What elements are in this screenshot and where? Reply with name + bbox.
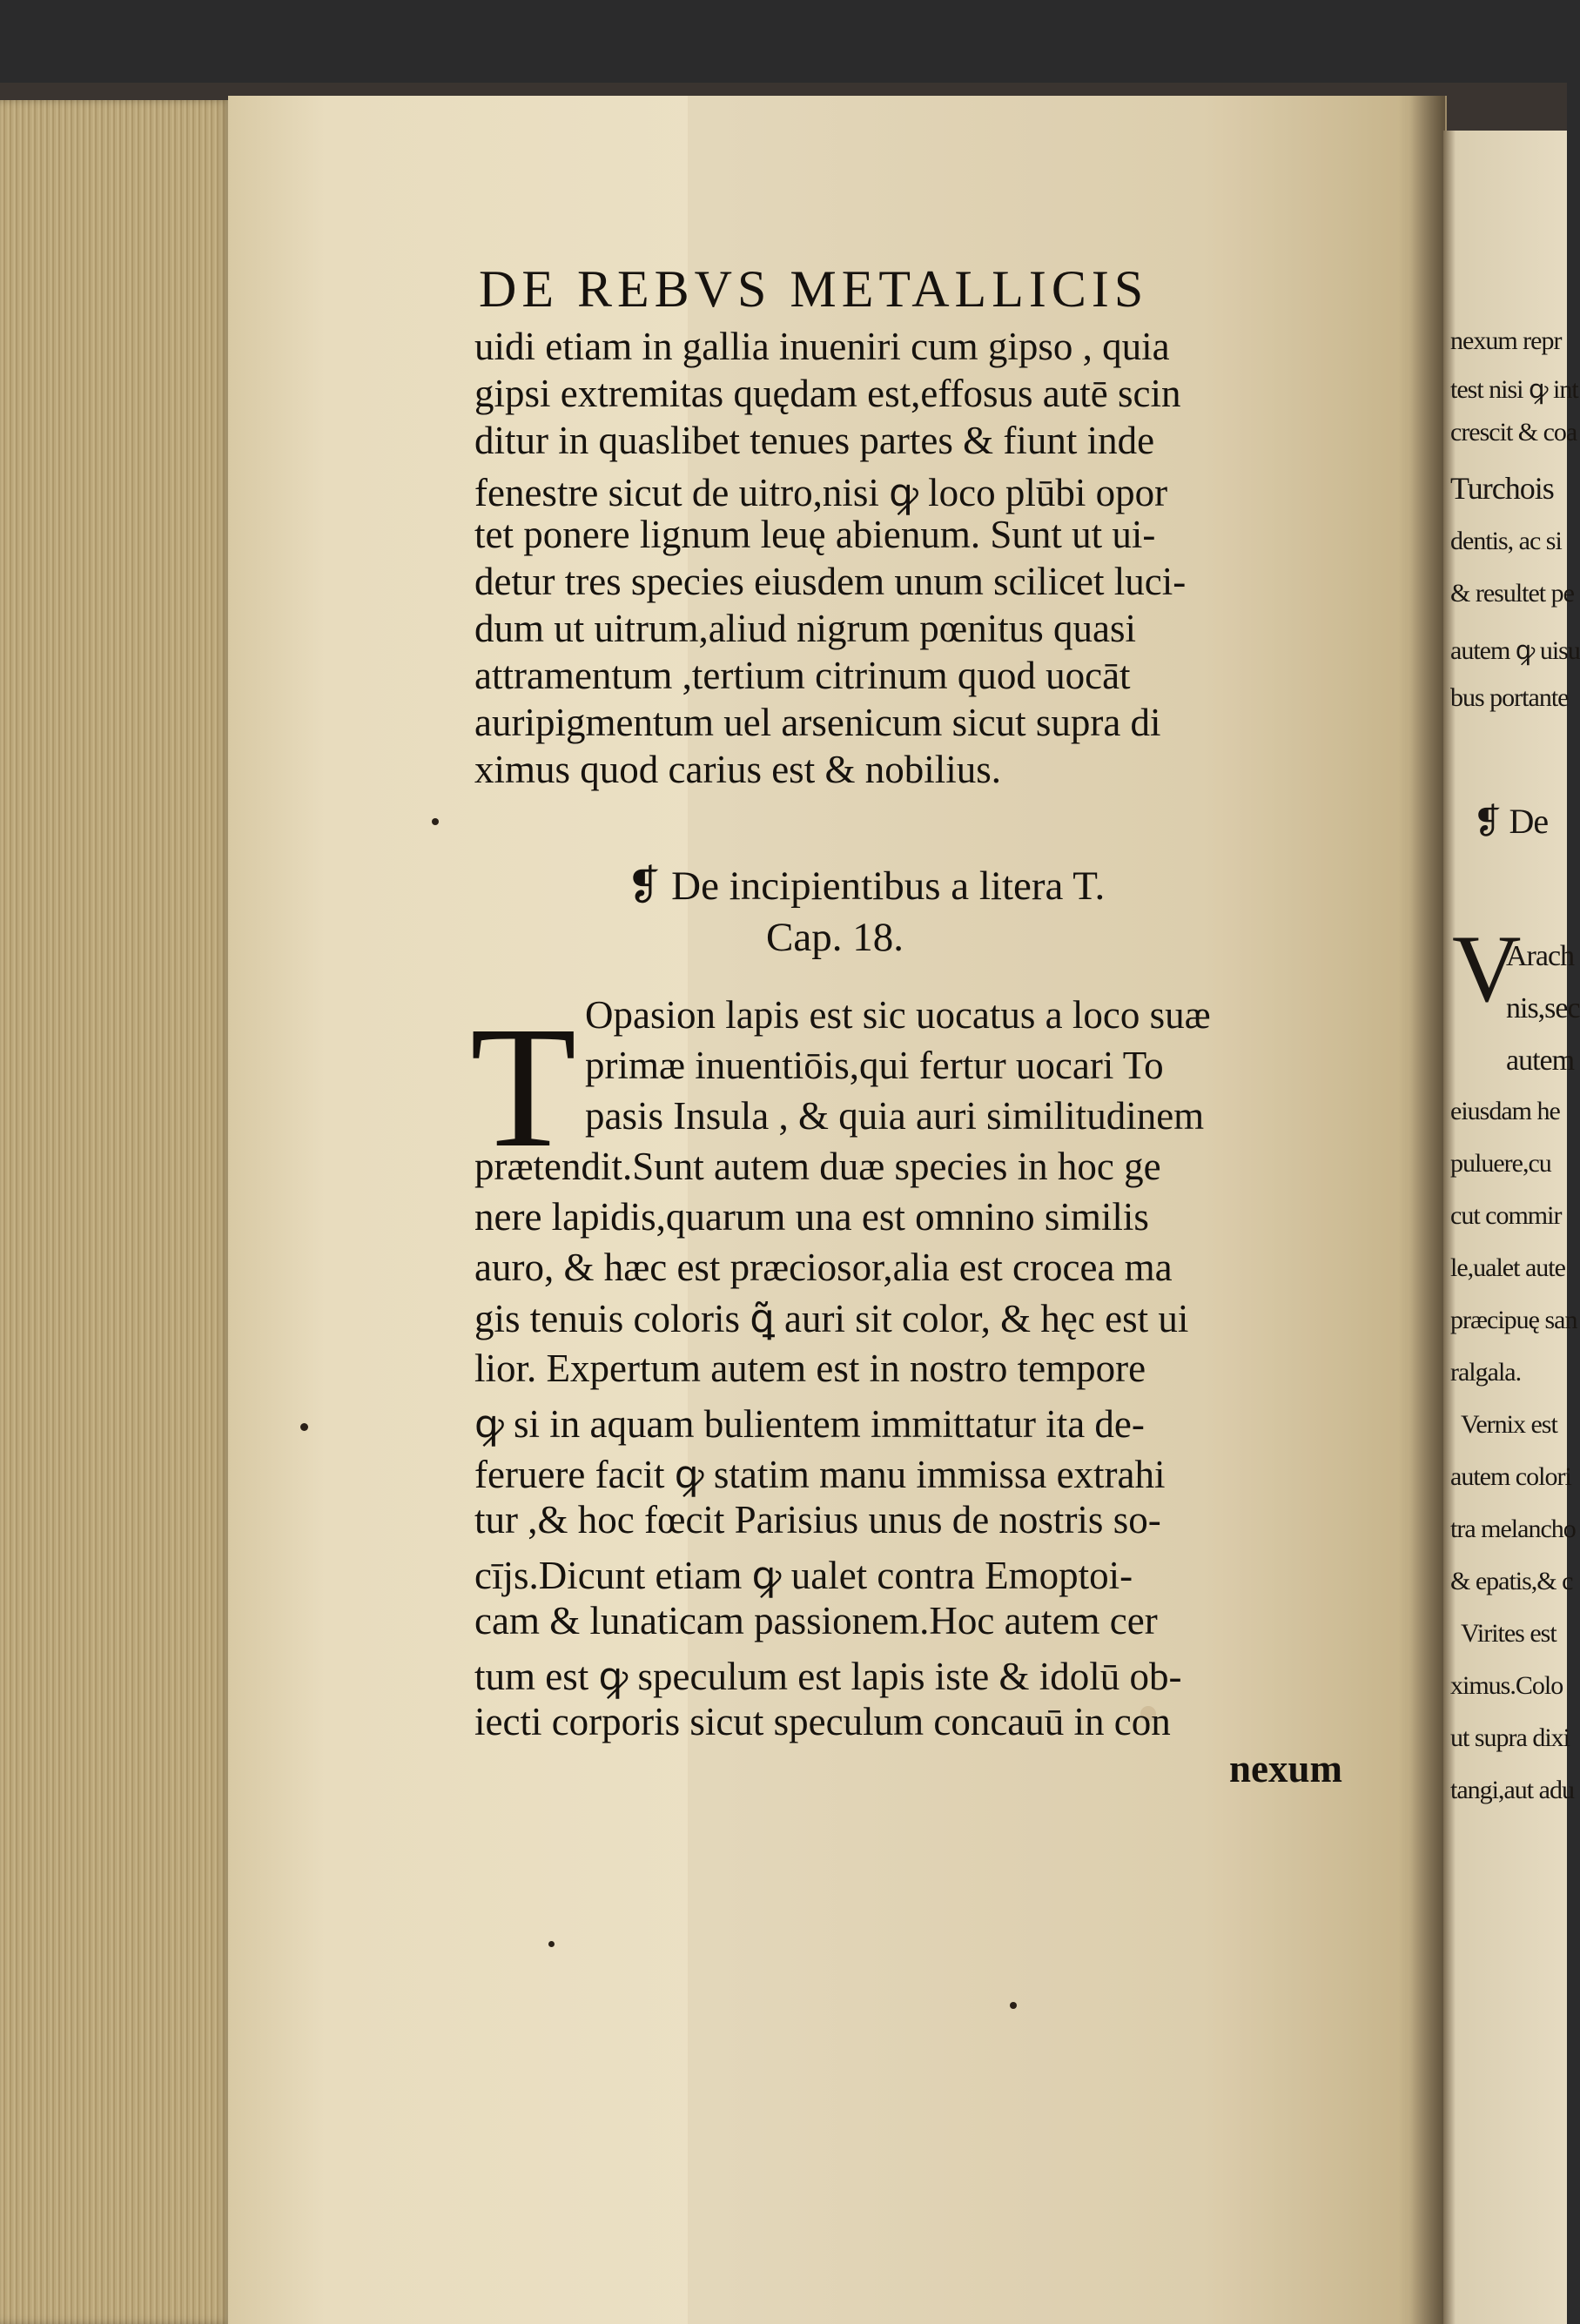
text-line: primæ inuentiōis,qui fertur uocari To xyxy=(585,1044,1164,1087)
text-line: lior. Expertum autem est in nostro tempore xyxy=(474,1347,1146,1390)
text-line: attramentum ,tertium citrinum quod uocāt xyxy=(474,654,1131,697)
ink-speck xyxy=(548,1941,555,1947)
book-fore-edge xyxy=(0,100,231,2324)
right-page-line: nis,sec xyxy=(1506,992,1580,1024)
text-line: tum est ꝙ speculum est lapis iste & idolū ob- xyxy=(474,1655,1182,1698)
text-line: gis tenuis coloris ꝗ̃ auri sit color, & hęc est ui xyxy=(474,1297,1189,1340)
text-line: iecti corporis sicut speculum concauū in con xyxy=(474,1700,1171,1743)
ink-speck xyxy=(1010,2002,1017,2009)
right-page-line: dentis, ac si xyxy=(1450,527,1562,555)
right-page-line: & epatis,& c xyxy=(1450,1567,1573,1595)
right-page-line: bus portante xyxy=(1450,683,1569,712)
drop-capital: T xyxy=(470,991,577,1184)
right-page-line: ralgala. xyxy=(1450,1358,1522,1387)
right-page-line: ximus.Colo xyxy=(1450,1671,1563,1700)
text-line: gipsi extremitas quędam est,effosus autē scin xyxy=(474,372,1181,415)
text-line: cam & lunaticam passionem.Hoc autem cer xyxy=(474,1599,1158,1642)
right-page-dropcap: V xyxy=(1452,916,1521,1022)
right-page-line: Turchois xyxy=(1450,471,1554,506)
text-line: Opasion lapis est sic uocatus a loco suæ xyxy=(585,993,1211,1037)
right-page-line: crescit & coa xyxy=(1450,418,1577,447)
right-page-line: cut commir xyxy=(1450,1201,1562,1230)
right-page xyxy=(1443,131,1580,2324)
text-line: ꝙ si in aquam bulientem immittatur ita de- xyxy=(474,1402,1145,1446)
ink-speck xyxy=(300,1423,308,1431)
chapter-heading: ❡ De incipientibus a litera T. xyxy=(627,863,1106,909)
right-page-line: autem colori xyxy=(1450,1462,1571,1491)
text-line: auro, & hæc est præciosor,alia est crocea ma xyxy=(474,1246,1173,1289)
right-page-line: test nisi ꝙ int xyxy=(1450,375,1578,404)
right-page-line: tra melancho xyxy=(1450,1515,1576,1543)
right-page-line: puluere,cu xyxy=(1450,1149,1551,1178)
running-head: DE REBVS METALLICIS xyxy=(479,260,1149,318)
ink-speck xyxy=(432,818,439,825)
text-line: prætendit.Sunt autem duæ species in hoc ge xyxy=(474,1145,1161,1188)
right-page-heading: ❡ De xyxy=(1473,802,1549,841)
text-line: tet ponere lignum leuę abienum. Sunt ut ui- xyxy=(474,513,1156,556)
text-line: auripigmentum uel arsenicum sicut supra di xyxy=(474,701,1161,744)
chapter-number: Cap. 18. xyxy=(766,915,904,960)
right-page-line: le,ualet aute xyxy=(1450,1253,1565,1282)
right-page-line: tangi,aut adu xyxy=(1450,1776,1574,1804)
right-page-line: autem ꝙ uisu xyxy=(1450,636,1580,665)
right-page-line: Arach xyxy=(1506,940,1575,972)
text-line: ditur in quaslibet tenues partes & fiunt inde xyxy=(474,419,1155,462)
text-line: dum ut uitrum,aliud nigrum pœnitus quasi xyxy=(474,607,1136,650)
right-page-line: ut supra dixi xyxy=(1450,1723,1570,1752)
text-line: feruere facit ꝙ statim manu immissa extrahi xyxy=(474,1453,1166,1496)
text-line: pasis Insula , & quia auri similitudinem xyxy=(585,1094,1205,1138)
right-page-line: Virites est xyxy=(1461,1619,1556,1648)
right-page-line: nexum repr xyxy=(1450,326,1562,355)
text-line: uidi etiam in gallia inueniri cum gipso , quia xyxy=(474,325,1170,368)
right-page-line: præcipuę san xyxy=(1450,1306,1577,1334)
text-line: fenestre sicut de uitro,nisi ꝙ loco plūbi opor xyxy=(474,471,1168,514)
right-page-line: Vernix est xyxy=(1461,1410,1557,1439)
catchword: nexum xyxy=(1229,1747,1343,1790)
text-line: tur ,& hoc fœcit Parisius unus de nostris so- xyxy=(474,1498,1161,1541)
right-page-line: & resultet pe xyxy=(1450,579,1574,608)
text-line: cījs.Dicunt etiam ꝙ ualet contra Emoptoi- xyxy=(474,1554,1133,1597)
right-page-line: autem xyxy=(1506,1044,1575,1077)
page-gutter xyxy=(1410,96,1445,2324)
text-line: nere lapidis,quarum una est omnino similis xyxy=(474,1195,1149,1239)
text-line: ximus quod carius est & nobilius. xyxy=(474,748,1001,791)
right-page-line: eiusdam he xyxy=(1450,1097,1560,1125)
text-line: detur tres species eiusdem unum scilicet luci- xyxy=(474,560,1187,603)
